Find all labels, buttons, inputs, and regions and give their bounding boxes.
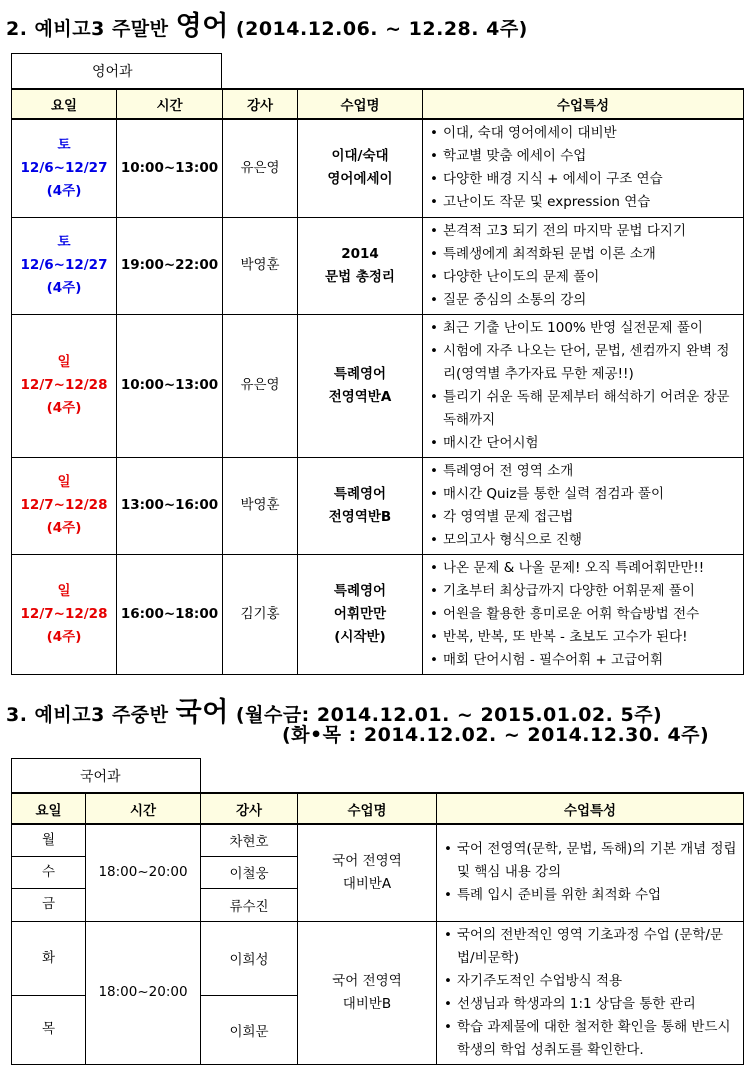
table-row <box>12 119 744 217</box>
heading-suffix: (2014.12.06. ~ 12.28. 4주) <box>228 18 528 40</box>
korean-schedule-table <box>11 792 744 1065</box>
feature-item: • 이대, 숙대 영어에세이 대비반 <box>429 122 739 145</box>
feature-item: • 특례 입시 준비를 위한 최적화 수업 <box>443 884 739 907</box>
feature-item: • 특례생에게 최적화된 문법 이론 소개 <box>429 243 739 266</box>
header-teacher: 강사 <box>201 793 298 824</box>
heading-subject: 영어 <box>175 11 229 42</box>
time-cell: 10:00~13:00 <box>117 119 223 217</box>
feature-item: • 어원을 활용한 흥미로운 어휘 학습방법 전수 <box>429 603 739 626</box>
feature-item: • 매회 단어시험 - 필수어휘 + 고급어휘 <box>429 649 739 672</box>
feature-item: • 최근 기출 난이도 100% 반영 실전문제 풀이 <box>429 317 739 340</box>
time-cell: 10:00~13:00 <box>117 314 223 457</box>
time-cell: 18:00~20:00 <box>86 824 201 921</box>
feature-item: • 시험에 자주 나오는 단어, 문법, 센컴까지 완벽 정리(영역별 추가자료 무한 제공!!) <box>429 340 739 386</box>
class-cell: 특례영어 전영역반A <box>298 314 423 457</box>
table-header-row <box>12 89 744 119</box>
feature-item: • 다양한 난이도의 문제 풀이 <box>429 266 739 289</box>
time-cell: 19:00~22:00 <box>117 217 223 314</box>
english-schedule-table <box>11 88 744 675</box>
feature-item: • 다양한 배경 지식 + 에세이 구조 연습 <box>429 168 739 191</box>
table-row <box>12 314 744 457</box>
header-day: 요일 <box>12 89 117 119</box>
teacher-cell: 이희문 <box>201 996 298 1064</box>
feature-item: • 매시간 단어시험 <box>429 432 739 455</box>
feature-item: • 학습 과제물에 대한 철저한 확인을 통해 반드시 학생의 학업 성취도를 확인한다. <box>443 1016 739 1062</box>
feature-item: • 자기주도적인 수업방식 적용 <box>443 970 739 993</box>
table-row <box>12 554 744 674</box>
day-cell: 목 <box>12 996 86 1064</box>
table-row <box>12 824 744 856</box>
dept-tab-label: 영어과 <box>92 64 133 80</box>
feature-item: • 특례영어 전 영역 소개 <box>429 460 739 483</box>
features-cell <box>437 921 744 1064</box>
teacher-cell: 유은영 <box>223 119 298 217</box>
english-dept-tab <box>11 53 222 88</box>
feature-item: • 국어의 전반적인 영역 기초과정 수업 (문학/문법/비문학) <box>443 924 739 970</box>
day-cell: 화 <box>12 921 86 996</box>
header-class: 수업명 <box>298 793 437 824</box>
feature-item: • 본격적 고3 되기 전의 마지막 문법 다지기 <box>429 220 739 243</box>
features-cell <box>423 119 744 217</box>
features-cell <box>423 457 744 554</box>
feature-item: • 모의고사 형식으로 진행 <box>429 529 739 552</box>
header-time: 시간 <box>117 89 223 119</box>
feature-item: • 틀리기 쉬운 독해 문제부터 해석하기 어려운 장문 독해까지 <box>429 386 739 432</box>
teacher-cell: 이철웅 <box>201 856 298 888</box>
header-features: 수업특성 <box>423 89 744 119</box>
class-cell: 국어 전영역 대비반B <box>298 921 437 1064</box>
heading-prefix: 3. 예비고3 주중반 <box>6 704 176 726</box>
features-cell <box>423 217 744 314</box>
time-cell: 13:00~16:00 <box>117 457 223 554</box>
class-cell: 국어 전영역 대비반A <box>298 824 437 921</box>
table-row <box>12 921 744 996</box>
teacher-cell: 류수진 <box>201 888 298 921</box>
day-cell: 일 12/7~12/28 (4주) <box>12 554 117 674</box>
day-cell: 월 <box>12 824 86 856</box>
day-cell: 일 12/7~12/28 (4주) <box>12 457 117 554</box>
table-header-row <box>12 793 744 824</box>
header-features: 수업특성 <box>437 793 744 824</box>
feature-item: • 반복, 반복, 또 반복 - 초보도 고수가 된다! <box>429 626 739 649</box>
class-cell: 이대/숙대 영어에세이 <box>298 119 423 217</box>
heading-suffix: (월수금: 2014.12.01. ~ 2015.01.02. 5주) <box>228 704 663 726</box>
feature-item: • 기초부터 최상급까지 다양한 어휘문제 풀이 <box>429 580 739 603</box>
feature-item: • 질문 중심의 소통의 강의 <box>429 289 739 312</box>
class-cell: 특례영어 어휘만만 (시작반) <box>298 554 423 674</box>
feature-item: • 각 영역별 문제 접근법 <box>429 506 739 529</box>
feature-item: • 고난이도 작문 및 expression 연습 <box>429 191 739 214</box>
feature-item: • 나온 문제 & 나올 문제! 오직 특례어휘만만!! <box>429 557 739 580</box>
day-cell: 수 <box>12 856 86 888</box>
class-cell: 2014 문법 총정리 <box>298 217 423 314</box>
feature-item: • 선생님과 학생과의 1:1 상담을 통한 관리 <box>443 993 739 1016</box>
header-teacher: 강사 <box>223 89 298 119</box>
header-day: 요일 <box>12 793 86 824</box>
teacher-cell: 유은영 <box>223 314 298 457</box>
teacher-cell: 박영훈 <box>223 217 298 314</box>
time-cell: 18:00~20:00 <box>86 921 201 1064</box>
day-cell: 토 12/6~12/27 (4주) <box>12 217 117 314</box>
heading-prefix: 2. 예비고3 주말반 <box>6 18 176 40</box>
table-row <box>12 457 744 554</box>
korean-section-heading-line2: (화•목 : 2014.12.02. ~ 2014.12.30. 4주) <box>282 724 710 746</box>
day-cell: 금 <box>12 888 86 921</box>
day-cell: 일 12/7~12/28 (4주) <box>12 314 117 457</box>
day-cell: 토 12/6~12/27 (4주) <box>12 119 117 217</box>
class-cell: 특례영어 전영역반B <box>298 457 423 554</box>
teacher-cell: 차현호 <box>201 824 298 856</box>
teacher-cell: 이희성 <box>201 921 298 996</box>
feature-item: • 매시간 Quiz를 통한 실력 점검과 풀이 <box>429 483 739 506</box>
dept-tab-label: 국어과 <box>80 768 121 785</box>
features-cell <box>423 554 744 674</box>
korean-dept-tab <box>11 758 201 792</box>
teacher-cell: 김기홍 <box>223 554 298 674</box>
features-cell <box>423 314 744 457</box>
feature-item: • 학교별 맞춤 에세이 수업 <box>429 145 739 168</box>
heading-subject: 국어 <box>175 697 229 728</box>
header-class: 수업명 <box>298 89 423 119</box>
teacher-cell: 박영훈 <box>223 457 298 554</box>
features-cell <box>437 824 744 921</box>
time-cell: 16:00~18:00 <box>117 554 223 674</box>
table-row <box>12 217 744 314</box>
english-section-heading <box>6 4 528 43</box>
header-time: 시간 <box>86 793 201 824</box>
feature-item: • 국어 전영역(문학, 문법, 독해)의 기본 개념 정립 및 핵심 내용 강의 <box>443 838 739 884</box>
